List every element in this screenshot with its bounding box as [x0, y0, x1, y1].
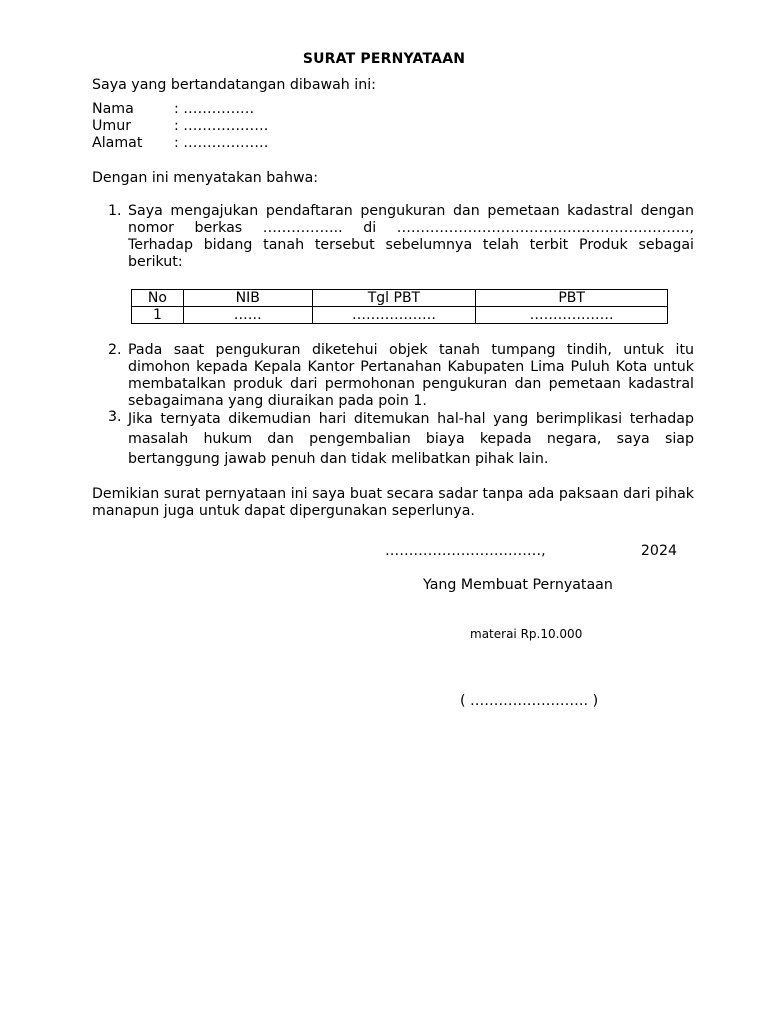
list-number: 3. — [108, 409, 122, 425]
year-text: 2024 — [640, 543, 677, 559]
field-label: Nama — [92, 101, 134, 117]
field-row-nama — [92, 101, 268, 118]
stamp-text: materai Rp.10.000 — [470, 627, 583, 641]
list-item — [108, 409, 694, 469]
field-label: Umur — [92, 118, 132, 134]
list-number: 1. — [108, 203, 122, 219]
field-row-umur — [92, 118, 268, 135]
signer-label: Yang Membuat Pernyataan — [423, 577, 613, 593]
list-item — [108, 342, 694, 410]
list-number: 2. — [108, 342, 122, 358]
field-value: : ……………… — [174, 135, 269, 151]
signature-name: ( ……………………. ) — [460, 693, 599, 709]
list-text: Saya mengajukan pendaftaran pengukuran dan pemetaan kadastral dengan nomor berkas …………….. di …………………………………………………….., Terhadap bidang tanah tersebut sebelumnya telah terbit Produk sebagai berikut: — [128, 203, 694, 270]
document-title: SURAT PERNYATAAN — [302, 51, 466, 67]
closing-paragraph: Demikian surat pernyataan ini saya buat secara sadar tanpa ada paksaan dari pihak manapun juga untuk dapat dipergunakan seperlunya. — [92, 486, 694, 519]
table-cell: ……………… — [476, 307, 668, 324]
table-header: NIB — [183, 290, 312, 307]
intro-text: Saya yang bertandatangan dibawah ini: — [92, 77, 376, 93]
table-header-row — [132, 290, 668, 307]
table-header: No — [132, 290, 184, 307]
table-row — [132, 307, 668, 324]
product-table — [131, 289, 668, 324]
table-cell: 1 — [132, 307, 184, 324]
list-text: Pada saat pengukuran diketehui objek tanah tumpang tindih, untuk itu dimohon kepada Kepala Kantor Pertanahan Kabupaten Lima Puluh Kota untuk membatalkan produk dari permohonan pengukuran dan pemetaan kadastral sebagaimana yang diuraikan pada poin 1. — [128, 342, 694, 409]
place-date-line — [385, 543, 677, 559]
table-header: Tgl PBT — [312, 290, 476, 307]
list-text: Jika ternyata dikemudian hari ditemukan hal-hal yang berimplikasi terhadap masalah hukum dan pengembalian biaya kepada negara, saya siap bertanggung jawab penuh dan tidak melibatkan pihak lain. — [128, 411, 694, 467]
table-cell: ……………… — [312, 307, 476, 324]
field-row-alamat — [92, 135, 268, 152]
field-value: : ……………… — [174, 118, 269, 134]
statement-text: Dengan ini menyatakan bahwa: — [92, 170, 319, 186]
table-header: PBT — [476, 290, 668, 307]
field-label: Alamat — [92, 135, 143, 151]
table-cell: …… — [183, 307, 312, 324]
field-value: : …………… — [174, 101, 255, 117]
list-item — [108, 203, 694, 271]
place-text: ……………………………, — [385, 543, 546, 559]
identity-fields — [92, 101, 268, 152]
